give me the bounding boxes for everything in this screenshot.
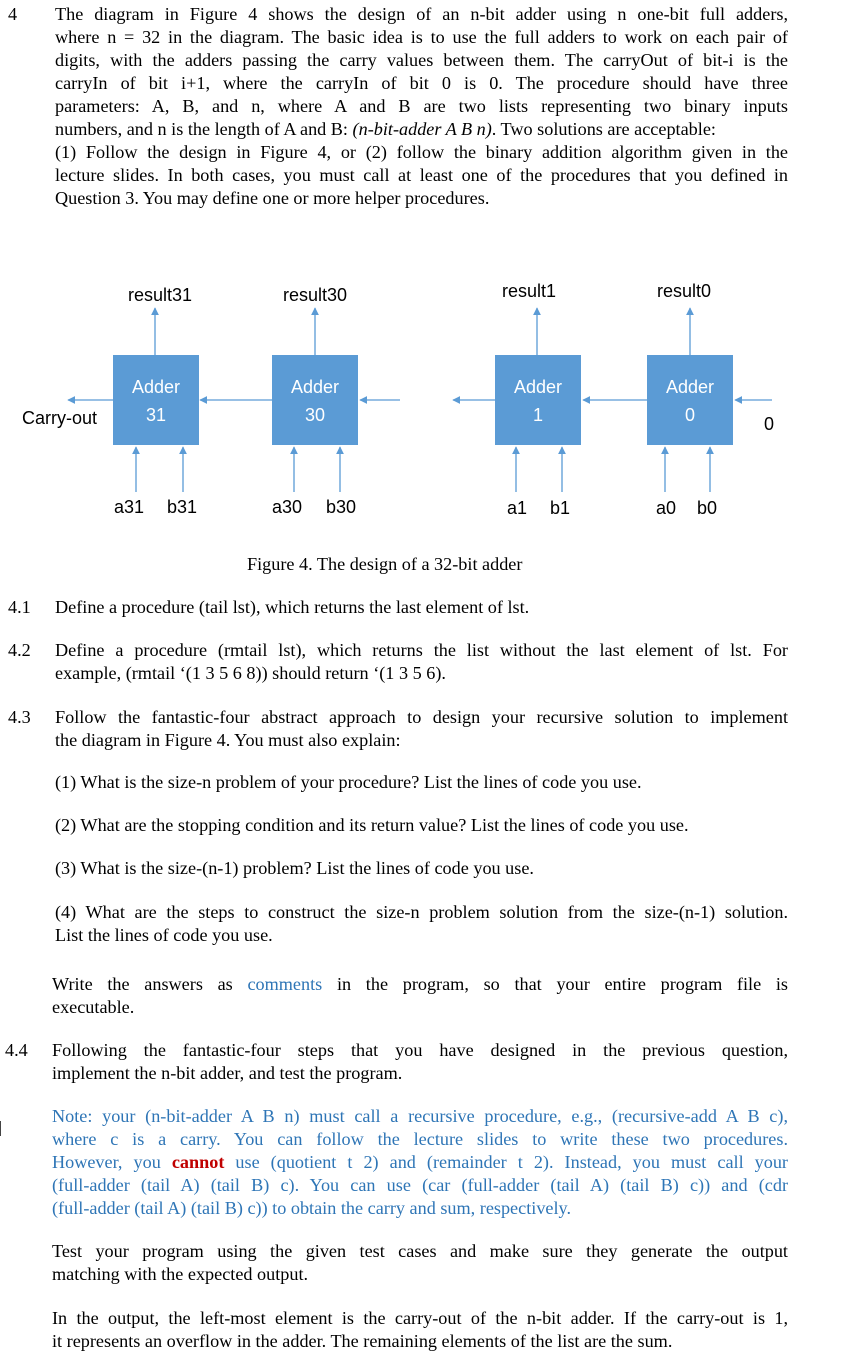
note-line: where c is a carry. You can follow the lecture slides to write these two procedures. bbox=[52, 1129, 788, 1149]
b31-label: b31 bbox=[167, 497, 198, 517]
result1-label: result1 bbox=[502, 281, 557, 301]
q42-line: Define a procedure (rmtail lst), which returns the list without the last element of lst. For bbox=[55, 640, 788, 660]
question-4-text bbox=[55, 3, 788, 210]
adder-0-name: Adder bbox=[665, 377, 715, 397]
carry-in-label: 0 bbox=[764, 414, 775, 434]
q4-line: Question 3. You may define one or more helper procedures. bbox=[55, 188, 490, 208]
note-line: Note: your (n-bit-adder A B n) must call a recursive procedure, e.g., (recursive-add A B c), bbox=[52, 1106, 788, 1126]
result31-label: result31 bbox=[128, 285, 193, 305]
note-line bbox=[52, 1151, 788, 1174]
q43-line: the diagram in Figure 4. You must also explain: bbox=[55, 730, 401, 750]
output-line: it represents an overflow in the adder. The remaining elements of the list are the sum. bbox=[52, 1331, 673, 1351]
comments-word: comments bbox=[247, 974, 323, 994]
q4-line: parameters: A, B, and n, where A and B are two lists representing two binary inputs bbox=[55, 96, 788, 116]
write-line: executable. bbox=[52, 997, 135, 1017]
write-answers-note bbox=[52, 973, 788, 1019]
q42-line: example, (rmtail ‘(1 3 5 6 8)) should return ‘(1 3 5 6). bbox=[55, 663, 446, 683]
question-number: 4 bbox=[8, 4, 18, 24]
test-line: Test your program using the given test cases and make sure they generate the output bbox=[52, 1241, 788, 1261]
note-line: (full-adder (tail A) (tail B) c). You can use (car (full-adder (tail A) (tail B) c)) and (cdr bbox=[52, 1175, 788, 1195]
write-text: in the program, so that your entire program file is bbox=[322, 974, 788, 994]
adder-diagram bbox=[0, 230, 842, 540]
question-number: 4.2 bbox=[8, 640, 31, 660]
question-4-2-text bbox=[55, 639, 788, 685]
implementation-note bbox=[52, 1105, 788, 1220]
q43-item-2: (2) What are the stopping condition and its return value? List the lines of code you use. bbox=[55, 815, 689, 835]
a0-label: a0 bbox=[656, 498, 677, 518]
adder-0-index: 0 bbox=[684, 405, 696, 425]
test-line: matching with the expected output. bbox=[52, 1264, 309, 1284]
q4-line-text: numbers, and n is the length of A and B: bbox=[55, 119, 353, 139]
question-number: 4.3 bbox=[8, 707, 31, 727]
write-line bbox=[52, 973, 788, 996]
q43-item-1: (1) What is the size-n problem of your procedure? List the lines of code you use. bbox=[55, 772, 642, 792]
question-4-3-text bbox=[55, 706, 788, 752]
q43-item-4-line: (4) What are the steps to construct the size-n problem solution from the size-(n-1) solution. bbox=[55, 902, 788, 922]
cannot-word: cannot bbox=[171, 1152, 225, 1172]
adder-1-box bbox=[495, 355, 581, 445]
adder-30-index: 30 bbox=[304, 405, 326, 425]
q4-line: carryIn of bit i+1, where the carryIn of bit 0 is 0. The procedure should have three bbox=[55, 73, 788, 93]
test-instructions bbox=[52, 1240, 788, 1286]
q4-line: lecture slides. In both cases, you must call at least one of the procedures that you defined in bbox=[55, 165, 788, 185]
b0-label: b0 bbox=[697, 498, 718, 518]
adder-30-name: Adder bbox=[290, 377, 340, 397]
adder-30-box bbox=[272, 355, 358, 445]
question-4-1-text: Define a procedure (tail lst), which returns the last element of lst. bbox=[55, 597, 530, 617]
carry-out-label: Carry-out bbox=[22, 408, 98, 428]
b30-label: b30 bbox=[326, 497, 357, 517]
q43-item-3: (3) What is the size-(n-1) problem? List the lines of code you use. bbox=[55, 858, 534, 878]
margin-mark bbox=[0, 1121, 1, 1136]
q44-line: implement the n-bit adder, and test the program. bbox=[52, 1063, 403, 1083]
a1-label: a1 bbox=[507, 498, 528, 518]
result30-label: result30 bbox=[283, 285, 348, 305]
q4-line: The diagram in Figure 4 shows the design of an n-bit adder using n one-bit full adders, bbox=[55, 4, 788, 24]
q43-line: Follow the fantastic-four abstract approach to design your recursive solution to implement bbox=[55, 707, 788, 727]
q4-line-text: . Two solutions are acceptable: bbox=[491, 119, 716, 139]
q4-line: where n = 32 in the diagram. The basic idea is to use the full adders to work on each pair of bbox=[55, 27, 788, 47]
procedure-signature: (n-bit-adder A B n) bbox=[352, 119, 492, 139]
output-line: In the output, the left-most element is the carry-out of the n-bit adder. If the carry-out is 1, bbox=[52, 1308, 788, 1328]
adder-1-index: 1 bbox=[532, 405, 544, 425]
note-text: However, you bbox=[52, 1152, 172, 1172]
a30-label: a30 bbox=[272, 497, 303, 517]
adder-0-box bbox=[647, 355, 733, 445]
a31-label: a31 bbox=[114, 497, 145, 517]
write-text: Write the answers as bbox=[52, 974, 248, 994]
figure-caption: Figure 4. The design of a 32-bit adder bbox=[247, 554, 523, 574]
question-number: 4.4 bbox=[5, 1040, 28, 1060]
output-explanation bbox=[52, 1307, 788, 1353]
result0-label: result0 bbox=[657, 281, 712, 301]
adder-31-name: Adder bbox=[131, 377, 181, 397]
q4-line: digits, with the adders passing the carry values between them. The carryOut of bit-i is the bbox=[55, 50, 788, 70]
q44-line: Following the fantastic-four steps that you have designed in the previous question, bbox=[52, 1040, 788, 1060]
note-line: (full-adder (tail A) (tail B) c)) to obtain the carry and sum, respectively. bbox=[52, 1198, 571, 1218]
q43-item-4 bbox=[55, 901, 788, 947]
q4-line: (1) Follow the design in Figure 4, or (2) follow the binary addition algorithm given in the bbox=[55, 142, 788, 162]
adder-31-box bbox=[113, 355, 199, 445]
adder-1-name: Adder bbox=[513, 377, 563, 397]
note-text: use (quotient t 2) and (remainder t 2). Instead, you must call your bbox=[224, 1152, 788, 1172]
q4-line bbox=[55, 118, 788, 141]
b1-label: b1 bbox=[550, 498, 571, 518]
question-number: 4.1 bbox=[8, 597, 31, 617]
q43-item-4-line: List the lines of code you use. bbox=[55, 925, 273, 945]
adder-31-index: 31 bbox=[145, 405, 167, 425]
question-4-4-text bbox=[52, 1039, 788, 1085]
